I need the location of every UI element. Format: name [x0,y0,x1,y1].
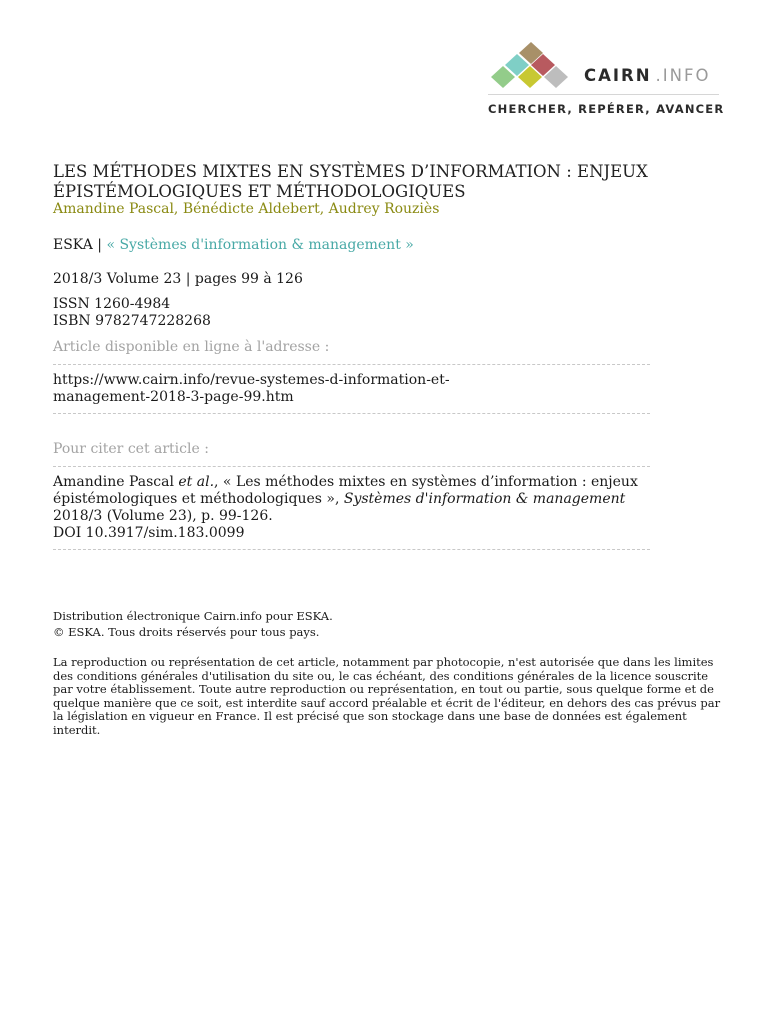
publisher-line [53,237,414,253]
logo-suffix: INFO [662,66,711,85]
divider [53,364,650,365]
logo-wordmark [584,66,710,85]
online-label: Article disponible en ligne à l'adresse : [53,339,330,355]
publisher-separator: | [97,237,102,253]
rights-note: © ESKA. Tous droits réservés pour tous pays. [53,625,320,639]
issue-info: 2018/3 Volume 23 | pages 99 à 126 [53,271,303,287]
article-url[interactable] [53,372,450,406]
distribution-note: Distribution électronique Cairn.info pour ESKA. [53,609,333,623]
url-line-2: management-2018-3-page-99.htm [53,389,294,405]
article-title: LES MÉTHODES MIXTES EN SYSTÈMES D’INFORMATION : ENJEUX ÉPISTÉMOLOGIQUES ET MÉTHODOLOGIQUES [53,162,648,201]
cite-doi[interactable]: DOI 10.3917/sim.183.0099 [53,525,245,541]
url-line-1: https://www.cairn.info/revue-systemes-d-information-et- [53,372,450,388]
legal-notice: La reproduction ou représentation de cet article, notamment par photocopie, n'est autorisée que dans les limites des conditions générales d'utilisation du site ou, le cas échéant, des conditions générales de la licence souscrite par votre établissement. Toute autre reproduction ou représentation, en tout ou partie, sous quelque forme et de quelque manière que ce soit, est interdite sauf accord préalable et écrit de l'éditeur, en dehors des cas prévus par la législation en vigueur en France. Il est précisé que son stockage dans une base de données est également interdit. [53,655,721,737]
cite-body: , « Les méthodes mixtes en systèmes d’information : enjeux épistémologiques et méthodologiques », [53,474,638,507]
divider [53,549,650,550]
cite-author: Amandine Pascal [53,474,179,490]
logo-tagline: CHERCHER, REPÉRER, AVANCER [488,102,725,116]
logo-brand: CAIRN [584,66,652,85]
divider [53,413,650,414]
cite-journal: Systèmes d'information & management [343,491,626,507]
cairn-diamonds-icon [488,42,578,92]
cite-label: Pour citer cet article : [53,441,209,457]
publisher-name: ESKA [53,237,93,253]
isbn: ISBN 9782747228268 [53,313,211,329]
logo-dot: . [655,66,663,85]
issn: ISSN 1260-4984 [53,296,171,312]
journal-link[interactable]: « Systèmes d'information & management » [106,237,414,253]
divider [53,466,650,467]
article-authors: Amandine Pascal, Bénédicte Aldebert, Audrey Rouziès [53,201,440,217]
cairn-logo[interactable] [488,42,728,122]
cite-details: 2018/3 (Volume 23), p. 99-126. [53,508,273,524]
logo-divider [488,94,719,95]
citation-text [53,474,733,542]
cite-etal: et al. [178,474,215,490]
